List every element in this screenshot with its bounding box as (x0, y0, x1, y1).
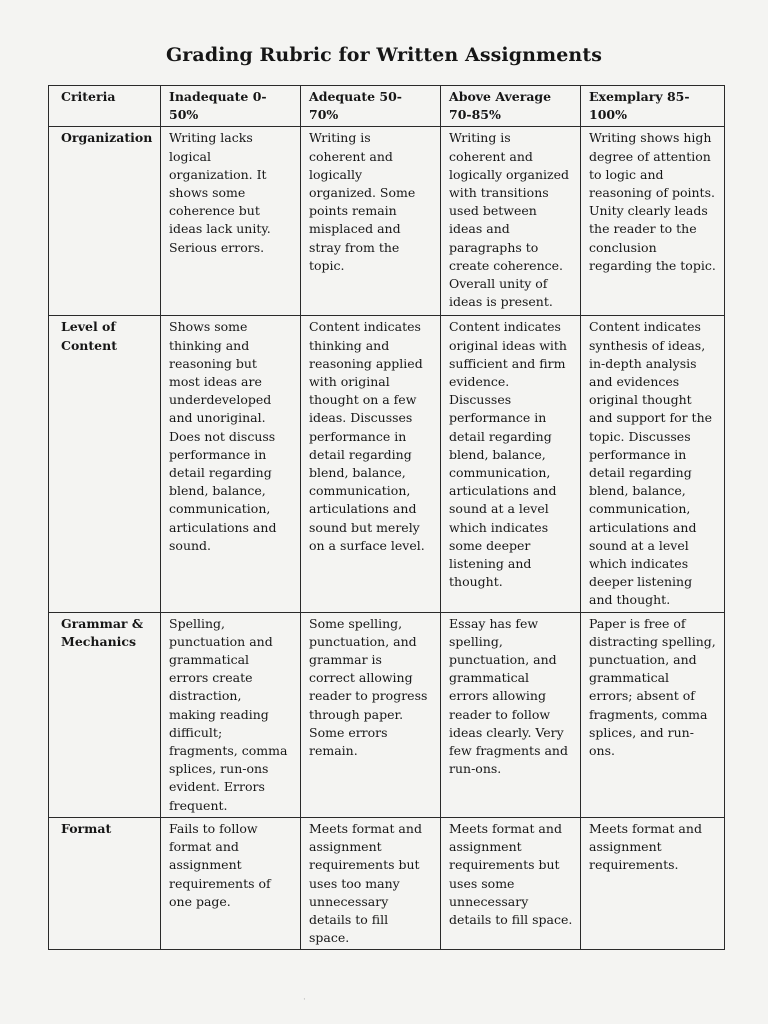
table-cell: Writing is coherent and logically organized. Some points remain misplaced and stray from the topic. (301, 127, 441, 316)
table-cell: Essay has few spelling, punctuation, and grammatical errors allowing reader to follow ideas clearly. Very few fragments and run-ons. (441, 612, 581, 817)
table-cell: Shows some thinking and reasoning but most ideas are underdeveloped and unoriginal. Does not discuss performance in detail regarding blend, balance, communication, articulations and sound. (161, 316, 301, 612)
table-cell: Content indicates synthesis of ideas, in-depth analysis and evidences original thought and support for the topic. Discusses performance in detail regarding blend, balance, communication, articulations and sound at a level which indicates deeper listening and thought. (581, 316, 725, 612)
page-title: Grading Rubric for Written Assignments (165, 44, 603, 66)
table-header-row (49, 86, 725, 127)
table-cell: Some spelling, punctuation, and grammar is correct allowing reader to progress through paper. Some errors remain. (301, 612, 441, 817)
header-exemplary: Exemplary 85- 100% (581, 86, 725, 127)
paper-speck: · (303, 995, 306, 1005)
table-cell: Content indicates thinking and reasoning applied with original thought on a few ideas. Discusses performance in detail regarding blend, balance, communication, articulations and sound but merely on a surface level. (301, 316, 441, 612)
table-cell: Paper is free of distracting spelling, punctuation, and grammatical errors; absent of fragments, comma splices, and run- ons. (581, 612, 725, 817)
criterion-label: Level of Content (49, 316, 161, 612)
table-row-format (49, 817, 725, 949)
table-cell: Meets format and assignment requirements but uses too many unnecessary details to fill space. (301, 817, 441, 949)
header-criteria: Criteria (49, 86, 161, 127)
table-row-organization (49, 127, 725, 316)
table-cell: Content indicates original ideas with sufficient and firm evidence. Discusses performance in detail regarding blend, balance, communication, articulations and sound at a level which indicates some deeper listening and thought. (441, 316, 581, 612)
criterion-label: Grammar & Mechanics (49, 612, 161, 817)
header-adequate: Adequate 50- 70% (301, 86, 441, 127)
criterion-label: Organization (49, 127, 161, 316)
table-cell: Writing lacks logical organization. It shows some coherence but ideas lack unity. Serious errors. (161, 127, 301, 316)
table-cell: Meets format and assignment requirements. (581, 817, 725, 949)
table-cell: Writing is coherent and logically organized with transitions used between ideas and paragraphs to create coherence. Overall unity of ideas is present. (441, 127, 581, 316)
header-above-average: Above Average 70-85% (441, 86, 581, 127)
table-row-grammar-mechanics (49, 612, 725, 817)
table-cell: Spelling, punctuation and grammatical errors create distraction, making reading difficult; fragments, comma splices, run-ons evident. Errors frequent. (161, 612, 301, 817)
rubric-table (48, 85, 725, 950)
table-cell: Meets format and assignment requirements but uses some unnecessary details to fill space. (441, 817, 581, 949)
header-inadequate: Inadequate 0- 50% (161, 86, 301, 127)
criterion-label: Format (49, 817, 161, 949)
table-row-level-of-content (49, 316, 725, 612)
table-cell: Writing shows high degree of attention to logic and reasoning of points. Unity clearly leads the reader to the conclusion regarding the topic. (581, 127, 725, 316)
table-cell: Fails to follow format and assignment requirements of one page. (161, 817, 301, 949)
